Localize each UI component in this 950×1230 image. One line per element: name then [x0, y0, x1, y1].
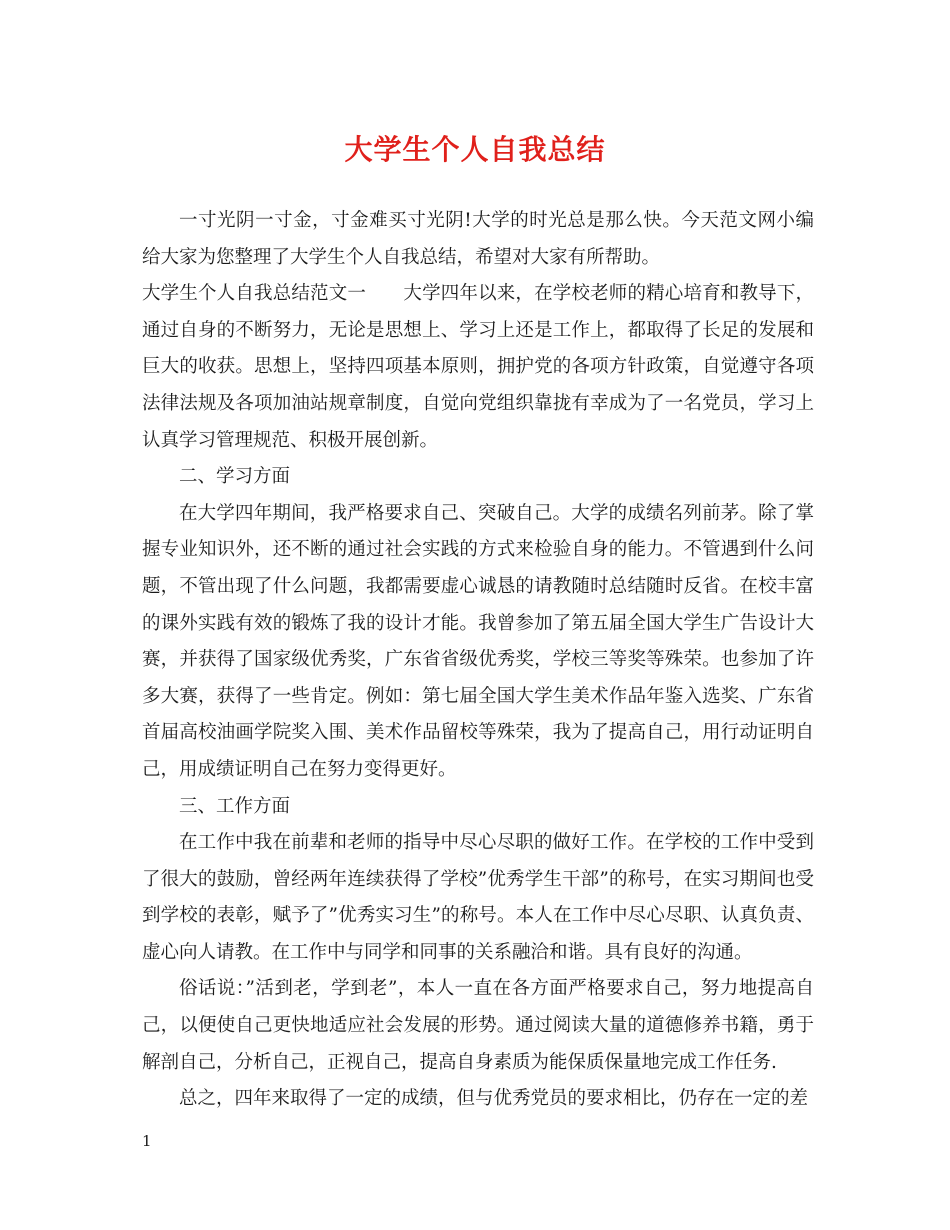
- paragraph-proverb: 俗话说：”活到老，学到老”，本人一直在各方面严格要求自己，努力地提高自己，以便使自己更快地适应社会发展的形势。通过阅读大量的道德修养书籍，勇于解剖自己，分析自己，正视自己，提高自身素质为能保质保量地完成工作任务.: [142, 978, 814, 1073]
- document-title: 大学生个人自我总结: [344, 133, 606, 166]
- document-body: [142, 203, 814, 1118]
- page-number: 1: [142, 1132, 152, 1150]
- paragraph-conclusion: 总之，四年来取得了一定的成绩，但与优秀党员的要求相比，仍存在一定的差: [179, 1088, 809, 1110]
- paragraph-intro: 一寸光阴一寸金，寸金难买寸光阴!大学的时光总是那么快。今天范文网小编给大家为您整理了大学生个人自我总结，希望对大家有所帮助。: [142, 210, 814, 268]
- section-heading-work: 三、工作方面: [179, 795, 291, 817]
- paragraph-sample-one: 大学生个人自我总结范文一 大学四年以来，在学校老师的精心培育和教导下，通过自身的不断努力，无论是思想上、学习上还是工作上，都取得了长足的发展和巨大的收获。思想上，坚持四项基本原则，拥护党的各项方针政策，自觉遵守各项法律法规及各项加油站规章制度，自觉向党组织靠拢有幸成为了一名党员，学习上认真学习管理规范、积极开展创新。: [142, 283, 814, 451]
- paragraph-study: 在大学四年期间，我严格要求自己、突破自己。大学的成绩名列前茅。除了掌握专业知识外，还不断的通过社会实践的方式来检验自身的能力。不管遇到什么问题，不管出现了什么问题，我都需要虚心诚恳的请教随时总结随时反省。在校丰富的课外实践有效的锻炼了我的设计才能。我曾参加了第五届全国大学生广告设计大赛，并获得了国家级优秀奖，广东省省级优秀奖，学校三等奖等殊荣。也参加了许多大赛，获得了一些肯定。例如：第七届全国大学生美术作品年鉴入选奖、广东省首届高校油画学院奖入围、美术作品留校等殊荣，我为了提高自己，用行动证明自己，用成绩证明自己在努力变得更好。: [142, 502, 814, 780]
- paragraph-work: 在工作中我在前辈和老师的指导中尽心尽职的做好工作。在学校的工作中受到了很大的鼓励，曾经两年连续获得了学校”优秀学生干部”的称号，在实习期间也受到学校的表彰，赋予了”优秀实习生”的称号。本人在工作中尽心尽职、认真负责、虚心向人请教。在工作中与同学和同事的关系融洽和谐。具有良好的沟通。: [142, 832, 814, 963]
- section-heading-study: 二、学习方面: [179, 466, 291, 488]
